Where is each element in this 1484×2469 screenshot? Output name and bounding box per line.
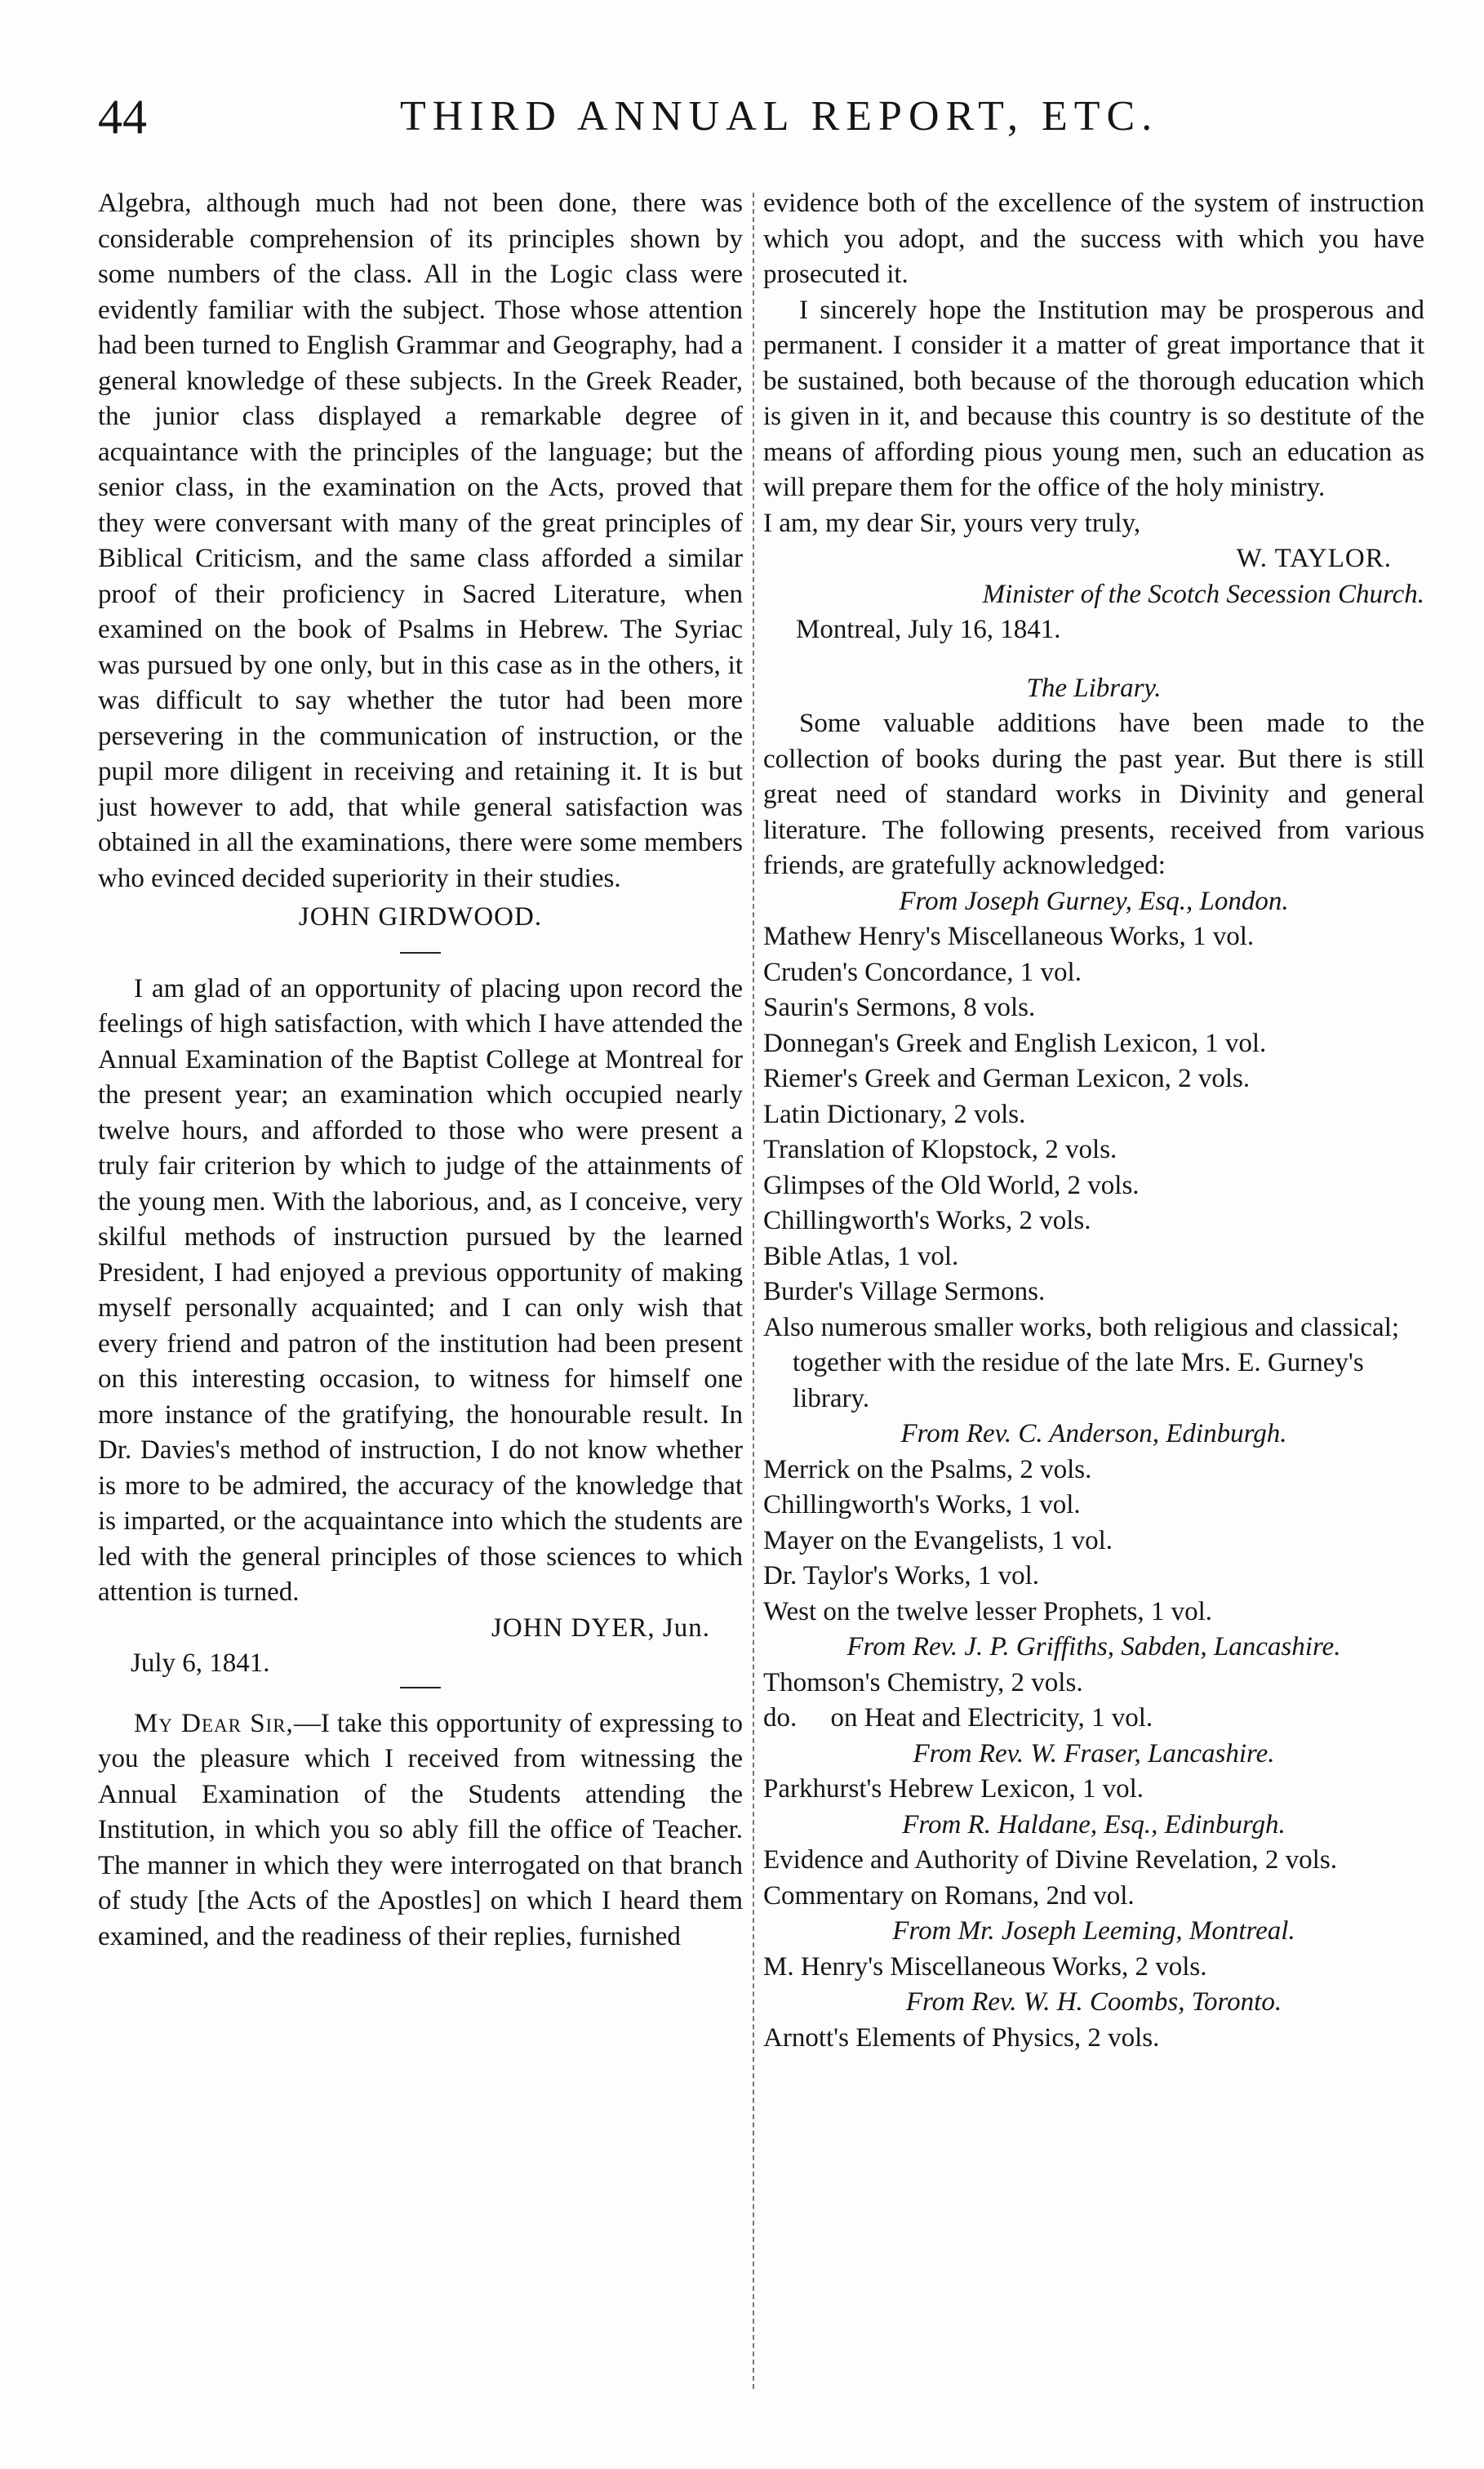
signature-girdwood: JOHN GIRDWOOD.: [298, 902, 543, 932]
book-list: [763, 1843, 1424, 1914]
book-item: Arnott's Elements of Physics, 2 vols.: [763, 2022, 1160, 2053]
signature-taylor: W. TAYLOR.: [1236, 544, 1392, 573]
book-item: Translation of Klopstock, 2 vols.: [763, 1135, 1117, 1164]
donor-line: From R. Haldane, Esq., Edinburgh.: [902, 1809, 1286, 1840]
book-item: Chillingworth's Works, 1 vol.: [763, 1490, 1081, 1519]
donor-group: [763, 1808, 1424, 1915]
donor-line: From Joseph Gurney, Esq., London.: [899, 886, 1289, 916]
running-title: THIRD ANNUAL REPORT, ETC.: [400, 93, 1159, 140]
book-item: Riemer's Greek and German Lexicon, 2 vols.: [763, 1064, 1251, 1093]
book-item: Chillingworth's Works, 2 vols.: [763, 1206, 1091, 1235]
book-list: [763, 2021, 1424, 2057]
book-item: Dr. Taylor's Works, 1 vol.: [763, 1561, 1040, 1590]
book-list: [763, 1666, 1424, 1737]
book-item: do. on Heat and Electricity, 1 vol.: [763, 1703, 1153, 1733]
left-column: [98, 186, 743, 1955]
book-item: Parkhurst's Hebrew Lexicon, 1 vol.: [763, 1774, 1144, 1804]
book-item: Commentary on Romans, 2nd vol.: [763, 1880, 1135, 1911]
taylor-letter-continued: evidence both of the excellence of the system of instruction which you adopt, and the success with which you have prosecuted it.: [763, 189, 1424, 289]
book-item: M. Henry's Miscellaneous Works, 2 vols.: [763, 1951, 1207, 1982]
book-item: West on the twelve lesser Prophets, 1 vol.: [763, 1596, 1212, 1626]
column-divider: [753, 193, 754, 2389]
book-list: [763, 919, 1424, 1417]
donor-line: From Rev. C. Anderson, Edinburgh.: [900, 1419, 1287, 1448]
book-list: [763, 1772, 1424, 1808]
right-column: [763, 186, 1424, 2056]
book-item: Latin Dictionary, 2 vols.: [763, 1099, 1026, 1129]
signature-dyer: JOHN DYER, Jun.: [491, 1613, 710, 1643]
book-list: [763, 1452, 1424, 1630]
book-item: Mayer on the Evangelists, 1 vol.: [763, 1525, 1113, 1555]
donor-group: [763, 1737, 1424, 1808]
donor-group: [763, 1914, 1424, 1985]
section-rule: [400, 1687, 441, 1688]
donor-group: [763, 1985, 1424, 2056]
donor-line: From Mr. Joseph Leeming, Montreal.: [892, 1916, 1295, 1946]
book-item: Merrick on the Psalms, 2 vols.: [763, 1454, 1092, 1484]
section-rule: [400, 952, 441, 954]
donor-group: [763, 884, 1424, 1417]
donor-line: From Rev. W. Fraser, Lancashire.: [913, 1738, 1275, 1768]
donor-line: From Rev. J. P. Griffiths, Sabden, Lancashire.: [846, 1632, 1341, 1662]
signatory-title: Minister of the Scotch Secession Church.: [982, 579, 1424, 609]
book-item: Thomson's Chemistry, 2 vols.: [763, 1667, 1083, 1697]
donor-line: From Rev. W. H. Coombs, Toronto.: [905, 1987, 1282, 2017]
taylor-letter-hope: I sincerely hope the Institution may be prosperous and permanent. I consider it a matter of great importance that it be sustained, both because of the thorough education which is given in it, and because this country is so destitute of the means of affording pious young men, such an education as will prepare them for the office of the holy ministry.: [763, 295, 1424, 502]
dyer-letter-text: I am glad of an opportunity of placing upon record the feelings of high satisfaction, with which I have attended the Annual Examination of the Baptist College at Montreal for the present year; an examination which occupied nearly twelve hours, and afforded to those who were present a truly fair criterion by which to judge of the attainments of the young men. With the laborious, and, as I conceive, very skilful methods of instruction pursued by the learned President, I had enjoyed a previous opportunity of making myself personally acquainted; and I can only wish that every friend and patron of the institution had been present on this interesting occasion, to witness for himself one more instance of the gratifying, the honourable result. In Dr. Davies's method of instruction, I do not know whether is more to be admired, the accuracy of the knowledge that is imparted, or the acquaintance into which the students are led with the general principles of those sciences to which attention is turned.: [98, 973, 743, 1607]
book-item: Saurin's Sermons, 8 vols.: [763, 993, 1036, 1022]
book-item: Cruden's Concordance, 1 vol.: [763, 957, 1082, 987]
taylor-letter-text-start: [98, 1706, 743, 1955]
book-item: Donnegan's Greek and English Lexicon, 1 vol.: [763, 1028, 1267, 1058]
letter-closing: I am, my dear Sir, yours very truly,: [763, 508, 1141, 538]
girdwood-report-text: Algebra, although much had not been done, there was considerable comprehension of its principles shown by some numbers of the class. All in the Logic class were evidently familiar with the subject. Those whose attention had been turned to English Grammar and Geography, had a general knowledge of these subjects. In the Greek Reader, the junior class displayed a remarkable degree of acquaintance with the principles of the language; but the senior class, in the examination on the Acts, proved that they were conversant with many of the great principles of Biblical Criticism, and the same class afforded a similar proof of their proficiency in Sacred Literature, when examined on the book of Psalms in Hebrew. The Syriac was pursued by one only, but in this case as in the others, it was difficult to say whether the tutor had been more persevering in the communication of instruction, or the pupil more diligent in receiving and retaining it. It is but just however to add, that while general satisfaction was obtained in all the examinations, there were some members who evinced decided superiority in their studies.: [98, 189, 743, 893]
dyer-letter-date: July 6, 1841.: [131, 1648, 270, 1678]
book-item: Burder's Village Sermons.: [763, 1277, 1046, 1306]
book-item: Bible Atlas, 1 vol.: [763, 1241, 959, 1271]
taylor-letter-opening: —I take this opportunity of expressing to you the pleasure which I received from witnessing the Annual Examination of the Students attending the Institution, in which you so ably fill the office of Teacher. The manner in which they were interrogated on that branch of study [the Acts of the Apostles] on which I heard them examined, and the readiness of their replies, furnished: [98, 1708, 743, 1951]
page-header: [0, 88, 1484, 153]
book-list: [763, 1950, 1424, 1986]
book-item: Glimpses of the Old World, 2 vols.: [763, 1170, 1140, 1200]
book-item: Also numerous smaller works, both religious and classical; together with the residue of the late Mrs. E. Gurney's library.: [763, 1312, 1400, 1413]
page-number: 44: [98, 90, 147, 144]
taylor-letter-date: Montreal, July 16, 1841.: [796, 615, 1061, 644]
book-item: Evidence and Authority of Divine Revelation, 2 vols.: [763, 1845, 1337, 1875]
library-intro: Some valuable additions have been made to the collection of books during the past year. But there is still great need of standard works in Divinity and general literature. The following presents, received from various friends, are gratefully acknowledged:: [763, 709, 1424, 880]
book-item: Mathew Henry's Miscellaneous Works, 1 vol.: [763, 922, 1255, 951]
donor-group: [763, 1417, 1424, 1630]
salutation: My Dear Sir,: [134, 1708, 294, 1738]
library-heading: The Library.: [1026, 673, 1162, 703]
donor-group: [763, 1630, 1424, 1737]
